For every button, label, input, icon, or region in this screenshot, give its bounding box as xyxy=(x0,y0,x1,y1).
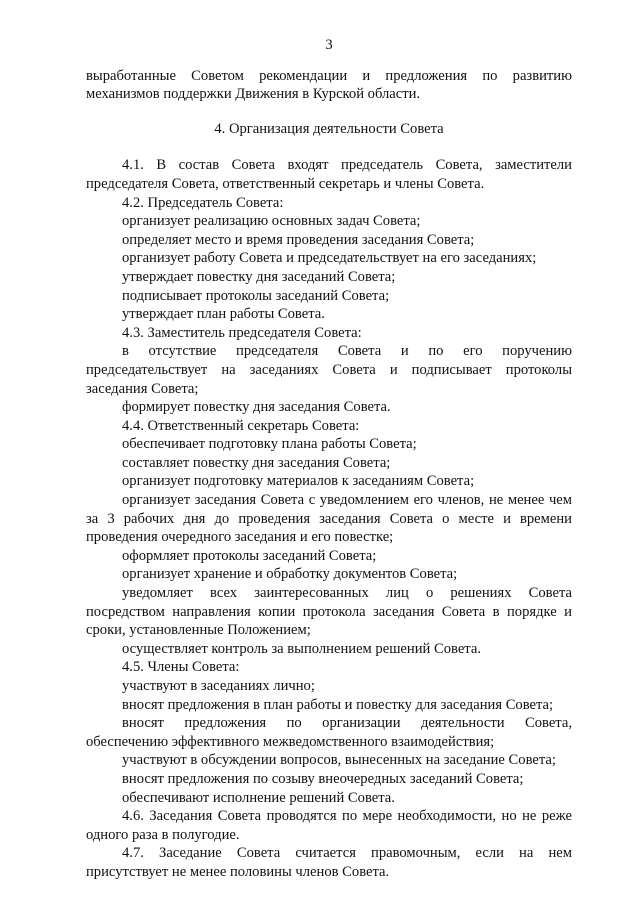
intro-paragraph: выработанные Советом рекомендации и предложения по развитию механизмов поддержки Движения в Курской области. xyxy=(86,67,572,103)
list-item: в отсутствие председателя Совета и по его поручению председательствует на заседаниях Совета и подписывает протоколы заседания Совета; xyxy=(86,343,572,397)
list-item: утверждает план работы Совета. xyxy=(122,306,325,323)
paragraph-4-6: 4.6. Заседания Совета проводятся по мере необходимости, но не реже одного раза в полугодие. xyxy=(86,808,572,843)
list-item: осуществляет контроль за выполнением решений Совета. xyxy=(122,640,481,657)
list-item: обеспечивают исполнение решений Совета. xyxy=(122,789,395,806)
list-item: участвуют в обсуждении вопросов, вынесенных на заседание Совета; xyxy=(122,752,556,769)
list-item: обеспечивает подготовку плана работы Совета; xyxy=(122,436,417,453)
list-item: формирует повестку дня заседания Совета. xyxy=(122,399,391,416)
paragraph-4-5-title: 4.5. Члены Совета: xyxy=(122,659,240,676)
paragraph-4-7: 4.7. Заседание Совета считается правомочным, если на нем присутствует не менее половины членов Совета. xyxy=(86,845,572,880)
list-item: утверждает повестку дня заседаний Совета; xyxy=(122,268,396,285)
paragraph-4-2-title: 4.2. Председатель Совета: xyxy=(122,194,284,211)
list-item: подписывает протоколы заседаний Совета; xyxy=(122,287,390,304)
paragraph-4-1: 4.1. В состав Совета входят председатель Совета, заместители председателя Совета, ответственный секретарь и члены Совета. xyxy=(86,157,572,192)
paragraph-4-3-title: 4.3. Заместитель председателя Совета: xyxy=(122,324,362,341)
list-item: организует работу Совета и председательствует на его заседаниях; xyxy=(122,250,537,267)
page-number: 3 xyxy=(325,37,333,53)
list-item: вносят предложения в план работы и повестку для заседания Совета; xyxy=(122,696,554,713)
list-item: определяет место и время проведения заседания Совета; xyxy=(122,231,475,248)
list-item: вносят предложения по созыву внеочередных заседаний Совета; xyxy=(122,770,524,787)
list-item: организует заседания Совета с уведомлением его членов, не менее чем за 3 рабочих дня до проведения заседания Совета о месте и времени проведения очередного заседания и его повестке; xyxy=(86,492,572,546)
list-item: организует реализацию основных задач Совета; xyxy=(122,213,421,230)
list-item: уведомляет всех заинтересованных лиц о решениях Совета посредством направления копии протокола заседания Совета в порядке и сроки, установленные Положением; xyxy=(86,585,572,639)
list-item: вносят предложения по организации деятельности Совета, обеспечению эффективного межведомственного взаимодействия; xyxy=(86,715,572,750)
paragraph-4-4-title: 4.4. Ответственный секретарь Совета: xyxy=(122,417,360,434)
list-item: организует подготовку материалов к заседаниям Совета; xyxy=(122,473,475,490)
list-item: оформляет протоколы заседаний Совета; xyxy=(122,547,377,564)
list-item: составляет повестку дня заседания Совета; xyxy=(122,454,391,471)
section-title: 4. Организация деятельности Совета xyxy=(214,120,444,137)
list-item: участвуют в заседаниях лично; xyxy=(122,678,315,694)
list-item: организует хранение и обработку документов Совета; xyxy=(122,566,458,583)
